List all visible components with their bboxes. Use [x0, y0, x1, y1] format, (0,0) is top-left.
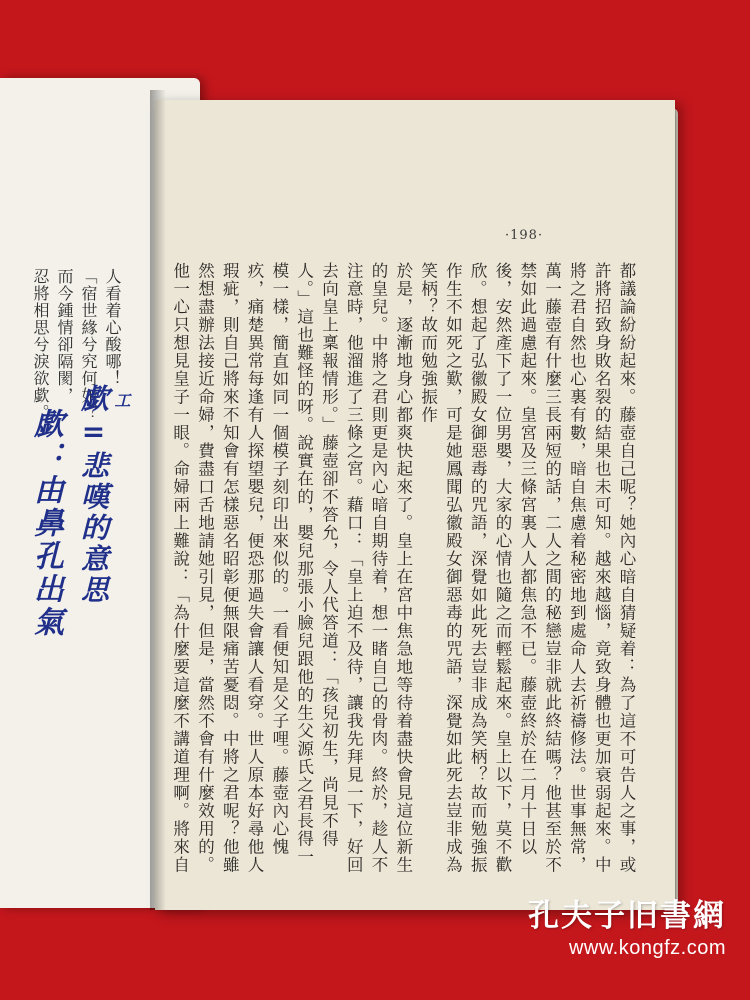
poem-line: 忍將相思兮淚欲歔。: [31, 268, 50, 421]
body-paragraph: 於是，逐漸地身心都爽快起來了。皇上在宮中焦急地等待着盡快會見這位新生的皇兒。中將之君則更是內心暗自期待着，想一睹自己的骨肉。終於，趁人不注意時，他溜進了三條之宮。藉口：「皇上迫不及待，讓我先拜見一下，好回去向皇上稟報情形。」藤壺卻不答允，令人代答道：「孩兒初生，尚見不得人。」這也難怪的呀。說實在的，嬰兒那張小臉兒跟他的生父源氏之君長得一模一樣，簡直如同一個模子刻印出來似的。一看便知是父子哩。藤壺內心愧疚，痛楚異常每逢有人探望嬰兒，便恐那過失會讓人看穿。世人原本好尋他人瑕疵，則自己將來不知會有怎樣惡名昭彰便無限痛苦憂悶。中將之君呢？他雖然想盡辦法接近命婦，費盡口舌地請她引見，但是，當然不會有什麼效用的。他一心只想見皇子一眼。命婦兩上難說：「為什麼要這麼不講道理啊。將來自: [170, 262, 413, 874]
body-paragraph: 都議論紛紛起來。藤壺自己呢？她內心暗自猜疑着：為了這不可告人之事，或許將招致身敗名裂的結果也未可知。越來越惱，竟致身體也更加衰弱起來。中將之君自然也心裏有數，暗自焦慮着秘密地到處命人去祈禱修法。世事無常，萬一藤壺有什麼三長兩短的話，二人之間的秘戀豈非就此終結嗎？他甚至於不禁如此過慮起來。皇宮及三條宮裏人人都焦急不已。藤壺終於在二月十日以後，安然產下了一位男嬰，大家的心情也隨之而輕鬆起來。皇上以下，莫不歡欣。想起了弘徽殿女御惡毒的咒語，深覺如此死去豈非成為笑柄？故而勉強振作生不如死之歎，可是她鳳聞弘徽殿女御惡毒的咒語，深覺如此死去豈非成為笑柄？故而勉強振作: [418, 262, 636, 874]
body-text: [168, 262, 638, 882]
poem-line: 人看着心酸哪！: [103, 268, 122, 387]
watermark-url: www.kongfz.com: [568, 937, 726, 959]
book-gutter: [150, 90, 166, 910]
watermark: [528, 890, 726, 960]
handwritten-note-1: 歔=悲嘆的意思: [77, 384, 110, 606]
poem-line: 「宿世緣兮究何如？: [79, 268, 98, 421]
handwriting-fragment: 工: [112, 392, 131, 408]
watermark-title: 孔夫子旧書網: [528, 898, 726, 934]
poem-line: 而今鍾情卻隔閡，: [55, 268, 74, 404]
page-number: ·198·: [505, 228, 544, 243]
handwritten-note-2: 歔：由鼻孔出氣: [28, 408, 63, 639]
